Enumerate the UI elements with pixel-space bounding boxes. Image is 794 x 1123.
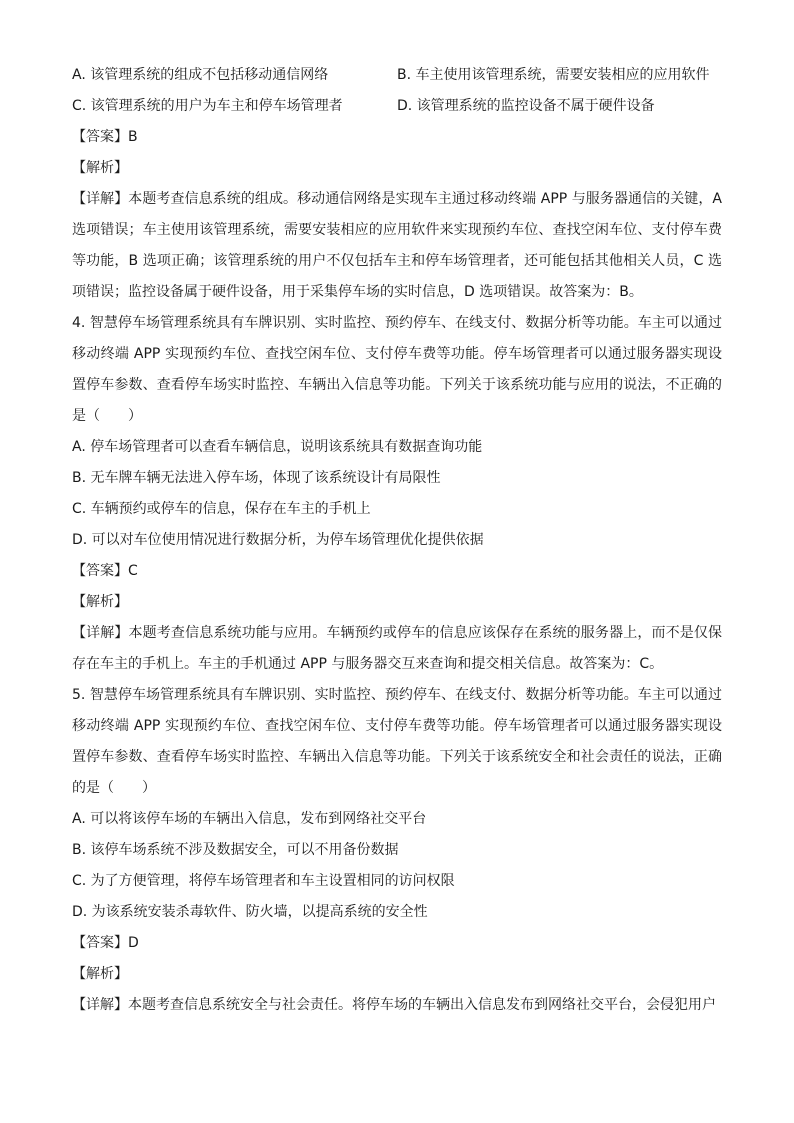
- q3-option-d: D. 该管理系统的监控设备不属于硬件设备: [397, 98, 655, 114]
- q3-option-a: A. 该管理系统的组成不包括移动通信网络: [72, 67, 329, 83]
- q5-option-b: B. 该停车场系统不涉及数据安全，可以不用备份数据: [72, 842, 399, 858]
- q3-option-c: C. 该管理系统的用户为车主和停车场管理者: [72, 98, 343, 114]
- q3-detail: 【详解】本题考查信息系统的组成。移动通信网络是实现车主通过移动终端 APP 与服务器通信的关键，A 选项错误；车主使用该管理系统，需要安装相应的应用软件来实现预约车位、查找空闲车位、支付停车费等功能，B 选项正确；该管理系统的用户不仅包括车主和停车场管理者，还可能包括其他相关人员，C 选项错误；监控设备属于硬件设备，用于采集停车场的实时信息，D 选项错误。故答案为：B。: [72, 191, 722, 300]
- q4-detail: 【详解】本题考查信息系统功能与应用。车辆预约或停车的信息应该保存在系统的服务器上，而不是仅保存在车主的手机上。车主的手机通过 APP 与服务器交互来查询和提交相关信息。故答案为：C。: [72, 625, 722, 672]
- q3-option-b: B. 车主使用该管理系统，需要安装相应的应用软件: [397, 67, 710, 83]
- q5-option-a: A. 可以将该停车场的车辆出入信息，发布到网络社交平台: [72, 811, 427, 827]
- q3-options-row-1: [72, 60, 722, 91]
- q5-analysis-heading: 【解析】: [72, 966, 128, 982]
- q4-answer: 【答案】C: [72, 563, 138, 579]
- q3-answer: 【答案】B: [72, 129, 138, 145]
- q5-stem: 5. 智慧停车场管理系统具有车牌识别、实时监控、预约停车、在线支付、数据分析等功能。车主可以通过移动终端 APP 实现预约车位、查找空闲车位、支付停车费等功能。停车场管理者可以通过服务器实现设置停车参数、查看停车场实时监控、车辆出入信息等功能。下列关于该系统安全和社会责任的说法，正确的是（ ）: [72, 687, 722, 796]
- q4-analysis-heading: 【解析】: [72, 594, 128, 610]
- q5-answer: 【答案】D: [72, 935, 139, 951]
- q4-stem: 4. 智慧停车场管理系统具有车牌识别、实时监控、预约停车、在线支付、数据分析等功能。车主可以通过移动终端 APP 实现预约车位、查找空闲车位、支付停车费等功能。停车场管理者可以通过服务器实现设置停车参数、查看停车场实时监控、车辆出入信息等功能。下列关于该系统功能与应用的说法，不正确的是（ ）: [72, 315, 722, 424]
- q5-detail: 【详解】本题考查信息系统安全与社会责任。将停车场的车辆出入信息发布到网络社交平台，会侵犯用户: [72, 997, 716, 1013]
- q3-options-row-2: [72, 91, 722, 122]
- q5-option-c: C. 为了方便管理，将停车场管理者和车主设置相同的访问权限: [72, 873, 455, 889]
- q3-analysis-heading: 【解析】: [72, 160, 128, 176]
- q5-option-d: D. 为该系统安装杀毒软件、防火墙，以提高系统的安全性: [72, 904, 428, 920]
- q4-option-b: B. 无车牌车辆无法进入停车场，体现了该系统设计有局限性: [72, 470, 441, 486]
- q4-option-c: C. 车辆预约或停车的信息，保存在车主的手机上: [72, 501, 371, 517]
- q4-option-d: D. 可以对车位使用情况进行数据分析，为停车场管理优化提供依据: [72, 532, 484, 548]
- q4-option-a: A. 停车场管理者可以查看车辆信息，说明该系统具有数据查询功能: [72, 439, 483, 455]
- document-page: [72, 60, 722, 1021]
